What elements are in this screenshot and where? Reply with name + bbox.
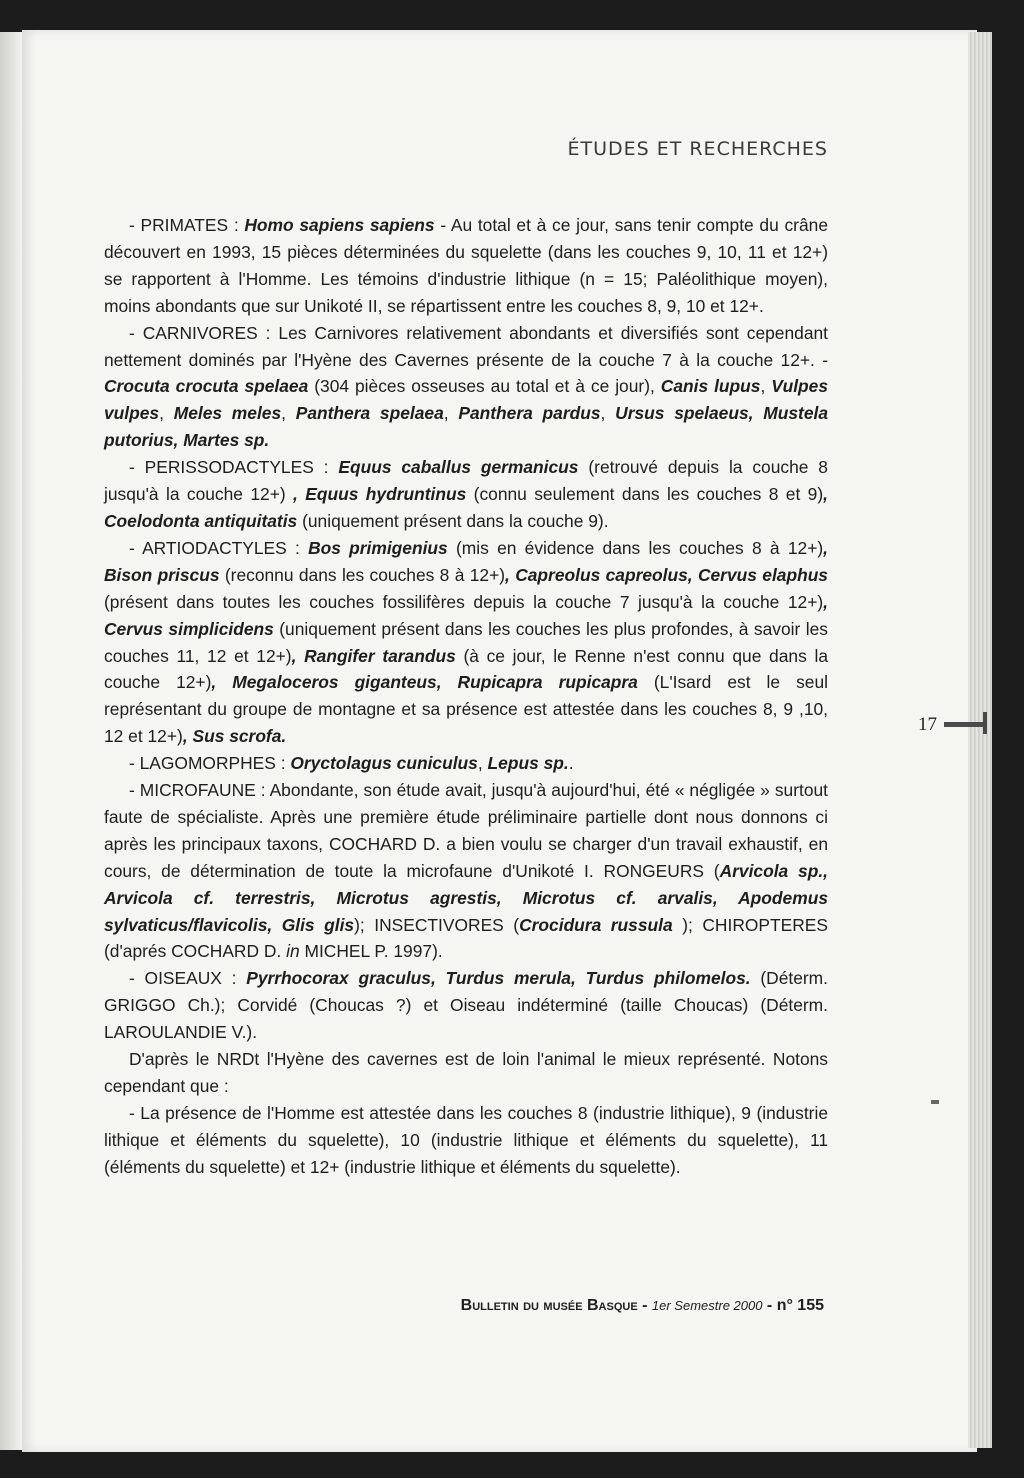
primates-lead: - PRIMATES :	[129, 215, 245, 235]
species-name: Lepus sp.	[487, 753, 569, 774]
citation-in: in	[286, 941, 300, 962]
species-name: Homo sapiens sapiens	[244, 215, 435, 235]
microfaune-text: MICHEL P. 1997).	[299, 941, 443, 962]
species-name: , Megaloceros giganteus, Rupicapra rupicapra	[211, 672, 638, 693]
paragraph-artiodactyles	[104, 535, 828, 750]
artiodactyles-lead: - ARTIODACTYLES :	[129, 537, 309, 558]
species-name: , Cervus simplicidens	[104, 591, 828, 639]
page-stack-edge	[968, 32, 992, 1448]
separator: ,	[477, 753, 488, 774]
margin-bar-mark	[944, 722, 986, 727]
lagomorphes-lead: - LAGOMORPHES :	[129, 753, 291, 774]
running-header: ÉTUDES ET RECHERCHES	[567, 138, 828, 160]
paragraph-conclusion-item: - La présence de l'Homme est attestée dans les couches 8 (industrie lithique), 9 (industrie lithique et éléments du squelette), 10 (industrie lithique et éléments du squelette), 11 (éléments du squelette) et 12+ (industrie lithique et éléments du squelette).	[104, 1102, 828, 1177]
paragraph-perissodactyles	[104, 454, 828, 535]
paragraph-microfaune	[104, 777, 828, 965]
perissodactyles-lead: - PERISSODACTYLES :	[129, 457, 339, 478]
species-name: Canis lupus	[660, 376, 761, 397]
microfaune-lead: - MICROFAUNE : Abondante, son étude avait, jusqu'à aujourd'hui, été « négligée » surtout faute de spécialiste. Après une première étude préliminaire partielle dont nous donnons ci après les principaux taxons, COCHARD D. a bien voulu se charger d'un travail exhaustif, en cours, de détermination de toute la microfaune d'Unikoté I. RONGEURS (	[104, 780, 828, 881]
species-name: Vulpes vulpes	[104, 376, 828, 424]
paragraph-carnivores	[104, 320, 828, 455]
issue-number: n° 155	[776, 1297, 824, 1314]
species-name: , Rangifer tarandus	[291, 645, 456, 666]
species-name: Pyrrhocorax graculus, Turdus merula, Turdus philomelos.	[246, 968, 751, 989]
species-name: , Sus scrofa.	[182, 726, 287, 747]
artiodactyles-text: (mis en évidence dans les couches 8 à 12+)	[447, 537, 824, 558]
paragraph-oiseaux	[104, 965, 828, 1046]
species-name: , Capreolus capreolus, Cervus elaphus	[505, 564, 828, 585]
species-name: Bos primigenius	[308, 537, 448, 558]
artiodactyles-text: (reconnu dans les couches 8 à 12+)	[219, 564, 506, 585]
journal-title: Bulletin du musée Basque	[460, 1297, 638, 1314]
species-name: , Coelodonta antiquitatis	[104, 484, 828, 531]
running-footer	[380, 1297, 824, 1315]
species-name: Panthera spelaea	[295, 403, 444, 424]
paragraph-conclusion: D'après le NRDt l'Hyène des cavernes est de loin l'animal le mieux représenté. Notons cependant que :	[104, 1049, 828, 1096]
species-name: Ursus spelaeus, Mustela putorius, Martes sp.	[104, 403, 828, 451]
margin-page-marker: 17	[918, 714, 937, 735]
artiodactyles-text: (présent dans toutes les couches fossilifères depuis la couche 7 jusqu'à la couche 12+)	[104, 591, 824, 612]
artiodactyles-text: (uniquement présent dans les couches les plus profondes, à savoir les couches 11, 12 et 12+)	[104, 618, 828, 666]
perissodactyles-text: (connu seulement dans les couches 8 et 9)	[466, 484, 824, 505]
species-name: Crocidura russula	[519, 914, 673, 935]
species-name: , Bison priscus	[104, 537, 828, 585]
artiodactyles-text: (L'Isard est le seul représentant du groupe de montagne et sa présence est attestée dans les couches 8, 9 ,10, 12 et 12+)	[104, 672, 828, 747]
separator: ,	[443, 403, 459, 424]
oiseaux-lead: - OISEAUX :	[129, 968, 247, 989]
article-body	[104, 212, 828, 1181]
margin-tick-mark	[983, 712, 987, 734]
separator: .	[568, 753, 574, 774]
microfaune-text: ); CHIROPTERES (d'aprés COCHARD D.	[104, 914, 828, 962]
paragraph-lagomorphes	[104, 750, 828, 777]
separator: ,	[159, 403, 174, 424]
separator: ,	[281, 403, 296, 424]
carnivores-lead: - CARNIVORES : Les Carnivores relativement abondants et diversifiés sont cependant nettement dominés par l'Hyène des Cavernes présente de la couche 7 à la couche 12+. -	[104, 322, 828, 370]
separator: -	[637, 1297, 652, 1314]
paragraph-primates	[104, 212, 828, 320]
oiseaux-text: (Déterm. GRIGGO Ch.); Corvidé (Choucas ?) et Oiseau indéterminé (taille Choucas) (Déterm. LAROULANDIE V.).	[104, 968, 828, 1043]
species-name: Panthera pardus	[458, 403, 601, 424]
microfaune-text: ); INSECTIVORES (	[354, 914, 520, 935]
left-page-edge	[0, 32, 22, 1450]
artiodactyles-text: (à ce jour, le Renne n'est connu que dans la couche 12+)	[104, 645, 828, 693]
separator: ,	[600, 403, 616, 424]
perissodactyles-text: (uniquement présent dans la couche 9).	[297, 510, 609, 531]
primates-text: - Au total et à ce jour, sans tenir compte du crâne découvert en 1993, 15 pièces déterminées du squelette (dans les couches 9, 10, 11 et 12+) se rapportent à l'Homme. Les témoins d'industrie lithique (n = 15; Paléolithique moyen), moins abondants que sur Unikoté II, se répartissent entre les couches 8, 9, 10 et 12+.	[104, 215, 828, 316]
side-mark	[931, 1100, 939, 1104]
species-name: Oryctolagus cuniculus	[290, 753, 478, 774]
carnivores-text: (304 pièces osseuses au total et à ce jour),	[308, 376, 661, 397]
edition-label: 1er Semestre 2000	[651, 1298, 763, 1313]
separator: ,	[760, 376, 772, 397]
species-name: Meles meles	[173, 403, 282, 424]
species-name: Arvicola sp., Arvicola cf. terrestris, Microtus agrestis, Microtus cf. arvalis, Apodemus sylvaticus/flavicolis, Glis glis	[104, 860, 828, 935]
species-name: Crocuta crocuta spelaea	[104, 376, 309, 397]
perissodactyles-text: (retrouvé depuis la couche 8 jusqu'à la couche 12+)	[104, 457, 828, 505]
species-name: Equus caballus germanicus	[338, 457, 579, 478]
species-name: , Equus hydruntinus	[293, 484, 467, 505]
separator: -	[762, 1297, 777, 1314]
